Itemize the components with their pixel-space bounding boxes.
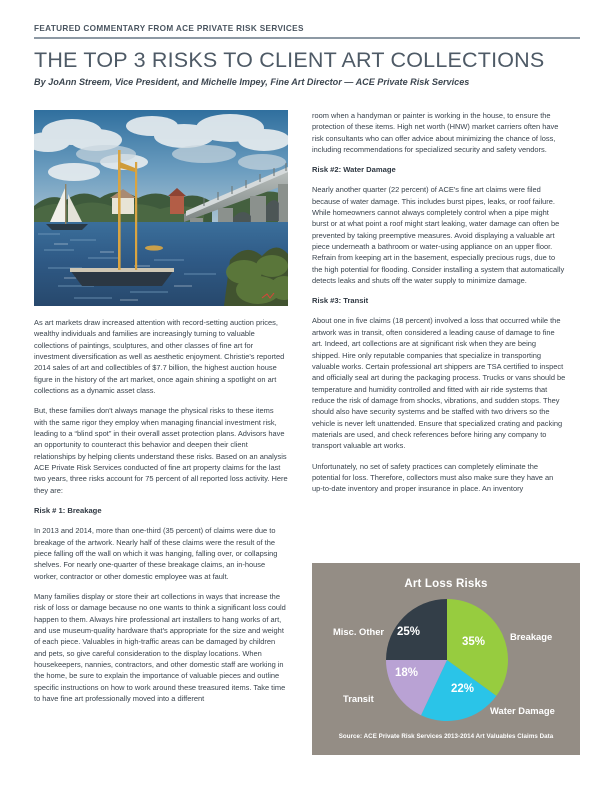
pie-value-water-damage: 22% — [451, 683, 475, 695]
pie-slice-group — [386, 599, 508, 721]
pie-value-misc-other: 25% — [397, 626, 421, 638]
artwork-image — [34, 110, 288, 306]
risk-1-paragraph-2: Many families display or store their art collections in ways that increase the risk of loss or damage because no one wants to think a significant loss could happen to them. Always hire professional art installers to hang works of art, and use museum-quality hardware that's appropriate for the size and weight of each piece. Valuables in high-traffic areas can be damaged by children and pets, so give careful consideration to the display locations. When housekeepers, nannies, contractors, and other domestic staff are working in the home, be sure to explain the importance of valuable pieces and outline specific instructions on how to work around these treasured items. Take time to have fine art professionally moved into a different — [34, 591, 286, 703]
pie-label-water-damage: Water Damage — [490, 705, 555, 716]
pie-value-transit: 18% — [395, 667, 419, 679]
risk-2-heading: Risk #2: Water Damage — [312, 165, 396, 175]
risk-3-paragraph: About one in five claims (18 percent) involved a loss that occurred while the artwork was in transit, often considered a leading cause of damage to fine art. Indeed, art collections are at significant risk when they are being shipped. Hire only reputable companies that specialize in transporting valuable works. Certain professional art shippers are TSA certified to inspect and officially seal art during the packaging process. Trucks or vans should be temperature and humidity controlled and fitted with air ride systems that reduce the risk of damage from shocks, vibrations, and sudden stops. They should also have security systems and be staffed with two drivers so the vehicle is never left unattended. Ensure that specialized crating and packing materials are used, and check references before hiring any company to transport valuable art works. — [312, 316, 566, 451]
left-paragraph-1: As art markets draw increased attention with record-setting auction prices, wealthy individuals and families are increasingly turning to valuable collections of paintings, sculptures, and other classes of fine art for investment diversification as well as aesthetic enjoyment. Christie's reported 2014 sales of art and collectibles of $7.7 billion, the highest auction house figure in the history of the art market, once again shining a spotlight on art collections as a dynamic asset class. — [34, 318, 285, 396]
right-column — [312, 110, 566, 495]
risk-2-paragraph: Nearly another quarter (22 percent) of ACE's fine art claims were filed because of water damage. This includes burst pipes, leaks, or roof failure. While homeowners cannot always completely control when a pipe might burst or at what point a roof might start leaking, water damage can often be prevented by taking preemptive measures. Avoid displaying a valuable art piece underneath a bathroom or water-using appliance on an upper floor. Refrain from keeping art in the basement, especially precious rugs, due to the high potential for flooding. Consider installing a system that automatically detects leaks and shuts off the water supply to minimize damage. — [312, 185, 565, 286]
chart-title: Art Loss Risks — [404, 578, 488, 590]
masthead — [34, 24, 580, 39]
pie-value-breakage: 35% — [462, 636, 486, 648]
kicker-text: FEATURED COMMENTARY FROM ACE PRIVATE RISK SERVICES — [34, 24, 304, 33]
risk-3-heading: Risk #3: Transit — [312, 296, 369, 306]
pie-label-misc-other: Misc. Other — [333, 626, 385, 637]
continuation-paragraph: room when a handyman or painter is working in the house, to ensure the protection of these items. High net worth (HNW) market carriers often have risk consultants who can offer advice about minimizing the chance of loss, including recommendations for specialized security and safety vendors. — [312, 111, 559, 155]
pie-label-transit: Transit — [343, 693, 374, 704]
risk-1-paragraph-1: In 2013 and 2014, more than one-third (35 percent) of claims were due to breakage of the artwork. Nearly half of these claims were the result of the piece falling off the wall on which it was hanging, falling over, or collapsing shelves. For nearly one-quarter of these breakage claims, an in-house worker, contractor or other domestic employee was at fault. — [34, 526, 278, 581]
painting-illustration — [34, 110, 288, 306]
page-title: THE TOP 3 RISKS TO CLIENT ART COLLECTIONS — [34, 48, 545, 72]
left-paragraph-2: But, these families don't always manage the physical risks to these items with the same rigor they employ when managing financial investment risk, leading to a “blind spot” in their overall asset protection plans. Advisors have an opportunity to counteract this behavior and deepen their client relationships by helping clients understand these risks. Based on an analysis ACE Private Risk Services conducted of fine art property claims for the last two years, three risks account for 75 percent of all reported loss activity. Here they are: — [34, 406, 288, 495]
left-column — [34, 110, 288, 704]
byline: By JoAnn Streem, Vice President, and Michelle Impey, Fine Art Director — ACE Private Risk Services — [34, 77, 470, 87]
pie-label-breakage: Breakage — [510, 631, 553, 642]
risk-1-heading: Risk # 1: Breakage — [34, 506, 102, 516]
header-divider — [34, 37, 580, 39]
chart-source-note: Source: ACE Private Risk Services 2013-2014 Art Valuables Claims Data — [338, 733, 554, 740]
art-loss-risks-chart — [312, 563, 580, 755]
pie-svg — [386, 599, 508, 721]
pie-chart — [386, 599, 508, 721]
closing-paragraph: Unfortunately, no set of safety practices can completely eliminate the potential for loss. Therefore, collectors must also make sure they have an up-to-date inventory and proper insurance in place. An inventory — [312, 461, 554, 494]
